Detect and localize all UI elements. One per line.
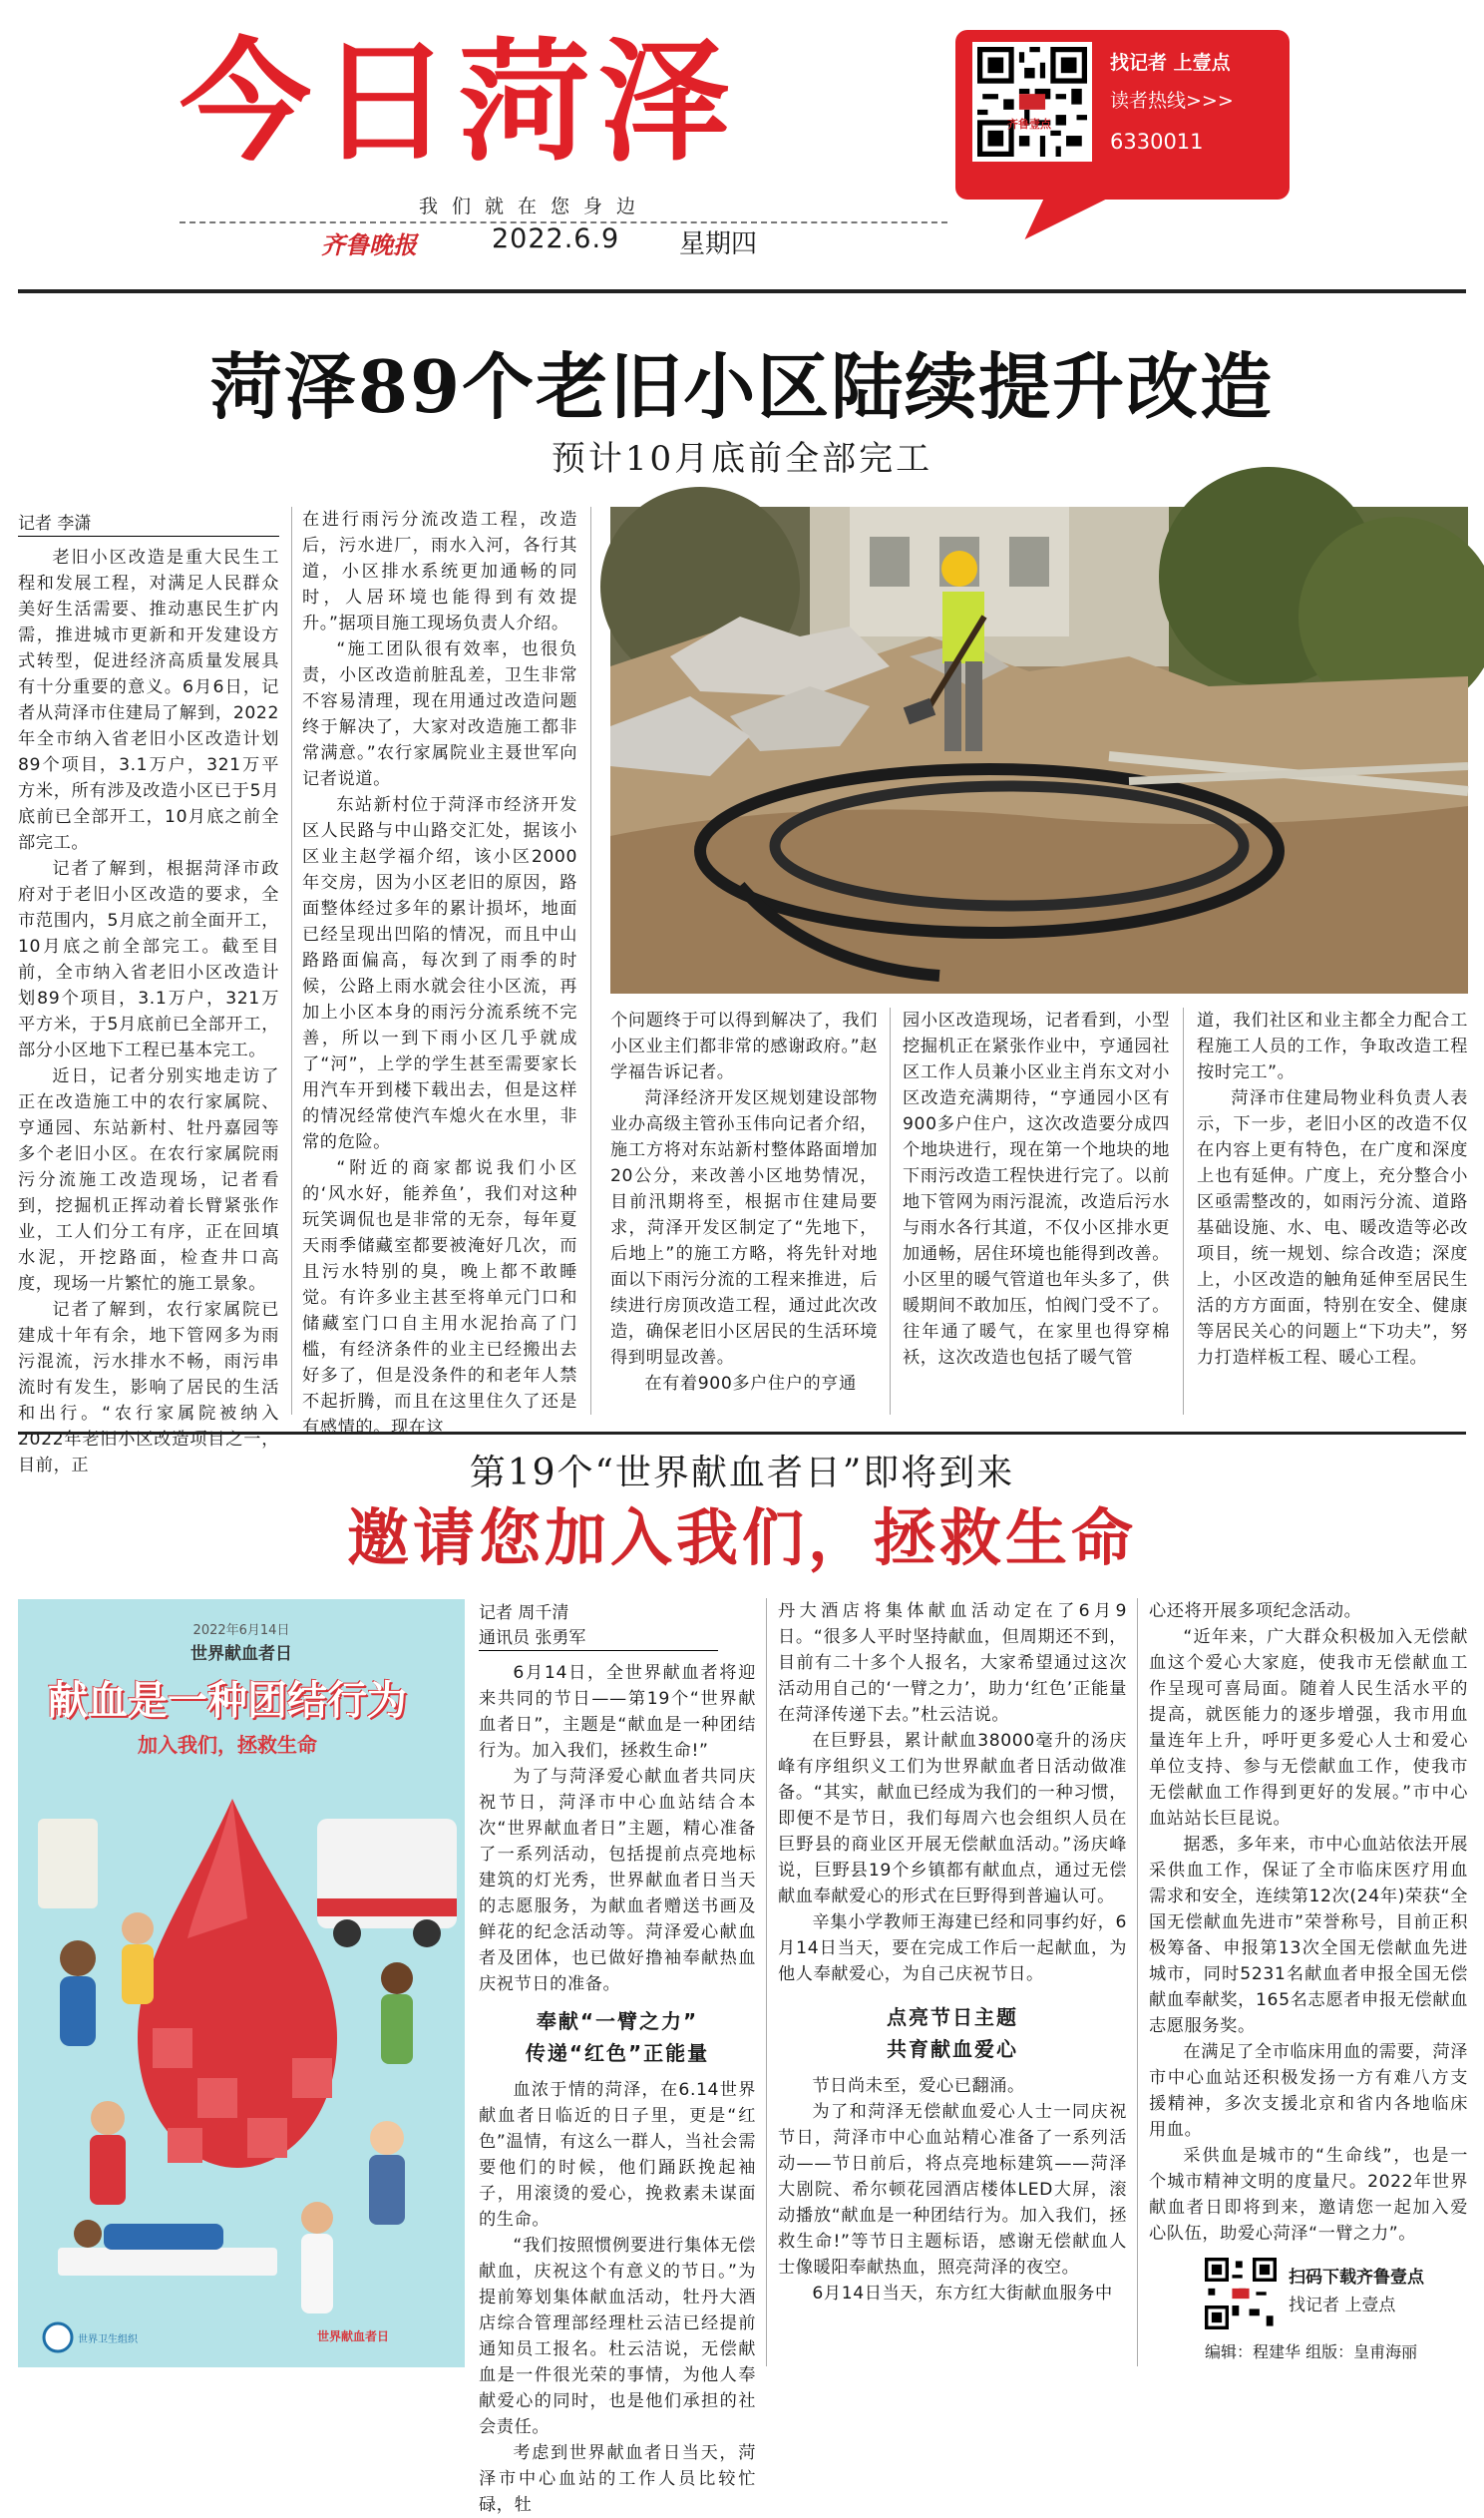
paragraph: 在满足了全市临床用血的需要，菏泽市中心血站还积极发扬一方有难八方支援精神，多次支援北京和省内各地临床用血。 — [1149, 2042, 1468, 2140]
masthead-title: 今日菏泽 — [180, 26, 738, 180]
who-logo: 世界卫生组织 — [78, 2334, 138, 2345]
promo-find-reporter: 找记者 上壹点 — [1110, 52, 1231, 74]
article2-headline: 邀请您加入我们，拯救生命 — [346, 1501, 1137, 1574]
subheading: 传递“红色”正能量 — [525, 2041, 710, 2065]
promo-speech-tail — [1025, 195, 1116, 239]
event-logo: 世界献血者日 — [317, 2329, 390, 2343]
column-divider — [291, 507, 292, 1415]
paragraph: 东站新村位于菏泽市经济开发区人民路与中山路交汇处，据该小区业主赵学福介绍，该小区2000年交房，因为小区老旧的原因，路面整体经过多年的累计损坏，地面已经呈现出凹陷的情况，而且中山路路面偏高，每次到了雨季的时候，公路上雨水就会往小区流，再加上小区本身的雨污分流系统不完善，所以一到下雨小区几乎就成了“河”，上学的学生甚至需要家长用汽车开到楼下载出去，但是这样的情况经常使汽车熄火在水里，非常的危险。 — [302, 795, 577, 1152]
footer-download: 扫码下载齐鲁壹点 — [1289, 2268, 1424, 2288]
paragraph: 节日尚未至，爱心已翻涌。 — [812, 2076, 1025, 2096]
paragraph: 采供血是城市的“生命线”，也是一个城市精神文明的度量尺。2022年世界献血者日即将到来，邀请您一起加入爱心队伍，助爱心菏泽“一臂之力”。 — [1149, 2146, 1468, 2244]
article1-column-1 — [18, 545, 279, 1478]
article1-column-3 — [610, 1008, 878, 1397]
paragraph: 在有着900多户住户的亨通 — [644, 1374, 857, 1394]
masthead-slogan: 我们就在您身边 — [419, 196, 650, 217]
article2-column-2 — [778, 1598, 1127, 2307]
paragraph: 道，我们社区和业主都全力配合工程施工人员的工作，争取改造工程按时完工”。 — [1197, 1011, 1468, 1082]
article2-correspondent: 通讯员 张勇军 — [479, 1623, 718, 1651]
column-divider — [1183, 1008, 1184, 1415]
paragraph: 记者了解到，根据菏泽市政府对于老旧小区改造的要求，全市范围内，5月底之前全面开工，10月底之前全部完工。截至目前，全市纳入省老旧小区改造计划89个项目，3.1万户，321万平方米，于5月底前已全部开工，部分小区地下工程已基本完工。 — [18, 859, 279, 1060]
article1-byline: 记者 李潇 — [18, 509, 279, 537]
poster-tagline: 加入我们，拯救生命 — [138, 1733, 317, 1757]
paragraph: 菏泽市住建局物业科负责人表示，下一步，老旧小区的改造不仅在内容上更有特色，在广度和深度上也有延伸。广度上，充分整合小区亟需整改的，如雨污分流、道路基础设施、水、电、暖改造等必改项目，统一规划、综合改造；深度上，小区改造的触角延伸至居民生活的方方面面，特别在安全、健康等居民关心的问题上“下功夫”，努力打造样板工程、暖心工程。 — [1197, 1088, 1468, 1368]
column-divider — [1137, 1598, 1138, 2366]
column-divider — [890, 1008, 891, 1415]
article1-column-5 — [1197, 1008, 1468, 1371]
article1-headline: 菏泽89个老旧小区陆续提升改造 — [209, 344, 1275, 429]
column-divider — [590, 507, 591, 1415]
qr-code-icon[interactable] — [972, 42, 1092, 162]
paragraph: 老旧小区改造是重大民生工程和发展工程，对满足人民群众美好生活需要、推动惠民生扩内需，推进城市更新和开发建设方式转型，促进经济高质量发展具有十分重要的意义。6月6日，记者从菏泽市住建局了解到，2022年全市纳入省老旧小区改造计划89个项目，3.1万户，321万平方米，所有涉及改造小区已于5月底前已全部开工，10月底之前全部完工。 — [18, 548, 279, 853]
article1-column-2 — [302, 507, 577, 1441]
promo-phone[interactable]: 6330011 — [1110, 130, 1204, 154]
reader-hotline-promo[interactable] — [955, 30, 1290, 237]
article2-kicker: 第19个“世界献血者日”即将到来 — [469, 1453, 1015, 1493]
article2-byline: 记者 周千清 — [479, 1603, 569, 1623]
construction-photo — [610, 507, 1468, 994]
issue-weekday: 星期四 — [679, 229, 758, 259]
paragraph: 心还将开展多项纪念活动。 — [1149, 1601, 1362, 1621]
paragraph: 个问题终于可以得到解决了，我们小区业主们都非常的感谢政府。”赵学福告诉记者。 — [610, 1011, 878, 1082]
footer-qr-code-icon[interactable] — [1205, 2258, 1277, 2333]
column-divider — [766, 1598, 767, 2366]
paragraph: 6月14日，全世界献血者将迎来共同的节日——第19个“世界献血者日”，主题是“献血是一种团结行为。加入我们，拯救生命!” — [479, 1663, 756, 1761]
blood-donor-day-poster — [18, 1599, 465, 2367]
paragraph: “我们按照惯例要进行集体无偿献血，庆祝这个有意义的节日。”为提前筹划集体献血活动，牡丹大酒店综合管理部经理杜云洁已经提前通知员工报名。杜云洁说，无偿献血是一件很光荣的事情，为他人奉献爱心的同时，也是他们承担的社会责任。 — [479, 2236, 756, 2437]
paragraph: 在进行雨污分流改造工程，改造后，污水进厂，雨水入河，各行其道，小区排水系统更加通畅的同时，人居环境也能得到有效提升。”据项目施工现场负责人介绍。 — [302, 510, 577, 633]
paragraph: 记者了解到，农行家属院已建成十年有余，地下管网多为雨污混流，污水排水不畅，雨污串流时有发生，影响了居民的生活和出行。“农行家属院被纳入2022年老旧小区改造项目之一，目前，正 — [18, 1300, 279, 1475]
section-rule — [18, 1432, 1466, 1435]
top-rule — [18, 289, 1466, 293]
paragraph: 在巨野县，累计献血38000毫升的汤庆峰有序组织义工们为世界献血者日活动做准备。“其实，献血已经成为我们的一种习惯，即便不是节日，我们每周六也会组织人员在巨野县的商业区开展无偿献血活动。”汤庆峰说，巨野县19个乡镇都有献血点，通过无偿献血奉献爱心的形式在巨野得到普遍认可。 — [778, 1731, 1127, 1906]
paragraph: 菏泽经济开发区规划建设部物业办高级主管孙玉伟向记者介绍，施工方将对东站新村整体路面增加20公分，来改善小区地势情况，目前汛期将至，根据市住建局要求，菏泽开发区制定了“先地下，后地上”的施工方略，将先针对地面以下雨污分流的工程来推进，后续进行房顶改造工程，通过此次改造，确保老旧小区居民的生活环境得到明显改善。 — [610, 1088, 878, 1368]
paragraph: 血浓于情的菏泽，在6.14世界献血者日临近的日子里，更是“红色”温情，有这么一群人，当社会需要他们的时候，他们踊跃挽起袖子，用滚烫的爱心，挽救素未谋面的生命。 — [479, 2080, 756, 2230]
article1-subhead: 预计10月底前全部完工 — [551, 439, 933, 479]
paragraph: 辛集小学教师王海建已经和同事约好，6月14日当天，要在完成工作后一起献血，为他人奉献爱心，为自己庆祝节日。 — [778, 1912, 1127, 1984]
promo-hotline-label: 读者热线>>> — [1110, 90, 1234, 112]
poster-slogan: 献血是一种团结行为 — [48, 1678, 407, 1724]
subheading: 点亮节日主题 — [887, 2005, 1018, 2029]
issue-date: 2022.6.9 — [492, 223, 620, 254]
paragraph: 园小区改造现场，记者看到，小型挖掘机正在紧张作业中，亨通园社区工作人员兼小区业主肖东文对小区改造充满期待，“亨通园小区有900多户住户，这次改造要分成四个地块进行，现在第一个地块的地下雨污改造工程快进行完了。以前地下管网为雨污混流，改造后污水与雨水各行其道，不仅小区排水更加通畅，居住环境也能得到改善。小区里的暖气管道也年头多了，供暖期间不敢加压，怕阀门受不了。往年通了暖气，在家里也得穿棉袄，这次改造也包括了暖气管 — [903, 1011, 1170, 1368]
paragraph: 考虑到世界献血者日当天，菏泽市中心血站的工作人员比较忙碌，牡 — [479, 2443, 756, 2515]
subheading: 共育献血爱心 — [887, 2037, 1018, 2061]
footer-find-reporter: 找记者 上壹点 — [1289, 2296, 1396, 2315]
paragraph: 为了和菏泽无偿献血爱心人士一同庆祝节日，菏泽市中心血站精心准备了一系列活动——节日前后，将点亮地标建筑——菏泽大剧院、希尔顿花园酒店楼体LED大屏，滚动播放“献血是一种团结行为。加入我们，拯救生命!”等节日主题标语，感谢无偿献血人士像暖阳奉献热血，照亮菏泽的夜空。 — [778, 2102, 1127, 2278]
paragraph: 丹大酒店将集体献血活动定在了6月9日。“很多人平时坚持献血，但周期还不到，目前有二十多个人报名，大家希望通过这次活动用自己的‘一臂之力’，助力‘红色’正能量在菏泽传递下去。”杜云洁说。 — [778, 1601, 1127, 1725]
subheading: 奉献“一臂之力” — [536, 2009, 699, 2033]
paragraph: 6月14日当天，东方红大街献血服务中 — [812, 2284, 1113, 2304]
qr-label: 齐鲁壹点 — [1007, 118, 1051, 131]
poster-date: 2022年6月14日 — [192, 1623, 290, 1638]
article2-column-3 — [1149, 1598, 1468, 2247]
article1-column-4 — [903, 1008, 1170, 1371]
paragraph: “附近的商家都说我们小区的‘风水好，能养鱼’，我们对这种玩笑调侃也是非常的无奈，每年夏天雨季储藏室都要被淹好几次，而且污水特别的臭，晚上都不敢睡觉。有许多业主甚至将单元门口和储藏室门口自主用水泥抬高了门槛，有经济条件的业主已经搬出去好多了，但是没条件的和老年人禁不起折腾，而且在这里住久了还是有感情的。现在这 — [302, 1158, 577, 1438]
article2-column-1 — [479, 1660, 756, 2518]
paper-name: 齐鲁晚报 — [321, 230, 417, 259]
paragraph: 近日，记者分别实地走访了正在改造施工中的农行家属院、亨通园、东站新村、牡丹嘉园等多个老旧小区。在农行家属院雨污分流施工改造现场，记者看到，挖掘机正挥动着长臂紧张作业，工人们分工有序，正在回填水泥，开挖路面，检查井口高度，现场一片繁忙的施工景象。 — [18, 1066, 279, 1294]
paragraph: “近年来，广大群众积极加入无偿献血这个爱心大家庭，使我市无偿献血工作呈现可喜局面。随着人民生活水平的提高，就医能力的逐步增强，我市用血量连年上升，呼吁更多爱心人士和爱心单位支持、参与无偿献血工作，使我市无偿献血工作得到更好的发展。”市中心血站站长巨昆说。 — [1149, 1627, 1468, 1829]
poster-event: 世界献血者日 — [190, 1644, 292, 1664]
paragraph: 据悉，多年来，市中心血站依法开展采供血工作，保证了全市临床医疗用血需求和安全，连续第12次(24年)荣获“全国无偿献血先进市”荣誉称号，目前正积极筹备、申报第13次全国无偿献血先进城市，同时5231名献血者申报全国无偿献血奉献奖，165名志愿者申报无偿献血志愿服务奖。 — [1149, 1835, 1468, 2036]
footer-editor: 编辑：程建华 组版：皇甫海丽 — [1205, 2342, 1418, 2361]
paragraph: 为了与菏泽爱心献血者共同庆祝节日，菏泽市中心血站结合本次“世界献血者日”主题，精心准备了一系列活动，包括提前点亮地标建筑的灯光秀，世界献血者日当天的志愿服务，为献血者赠送书画及鲜花的纪念活动等。菏泽爱心献血者及团体，也已做好撸袖奉献热血庆祝节日的准备。 — [479, 1767, 756, 1994]
paragraph: “施工团队很有效率，也很负责，小区改造前脏乱差，卫生非常不容易清理，现在用通过改造问题终于解决了，大家对改造施工都非常满意。”农行家属院业主聂世军向记者说道。 — [302, 639, 577, 789]
